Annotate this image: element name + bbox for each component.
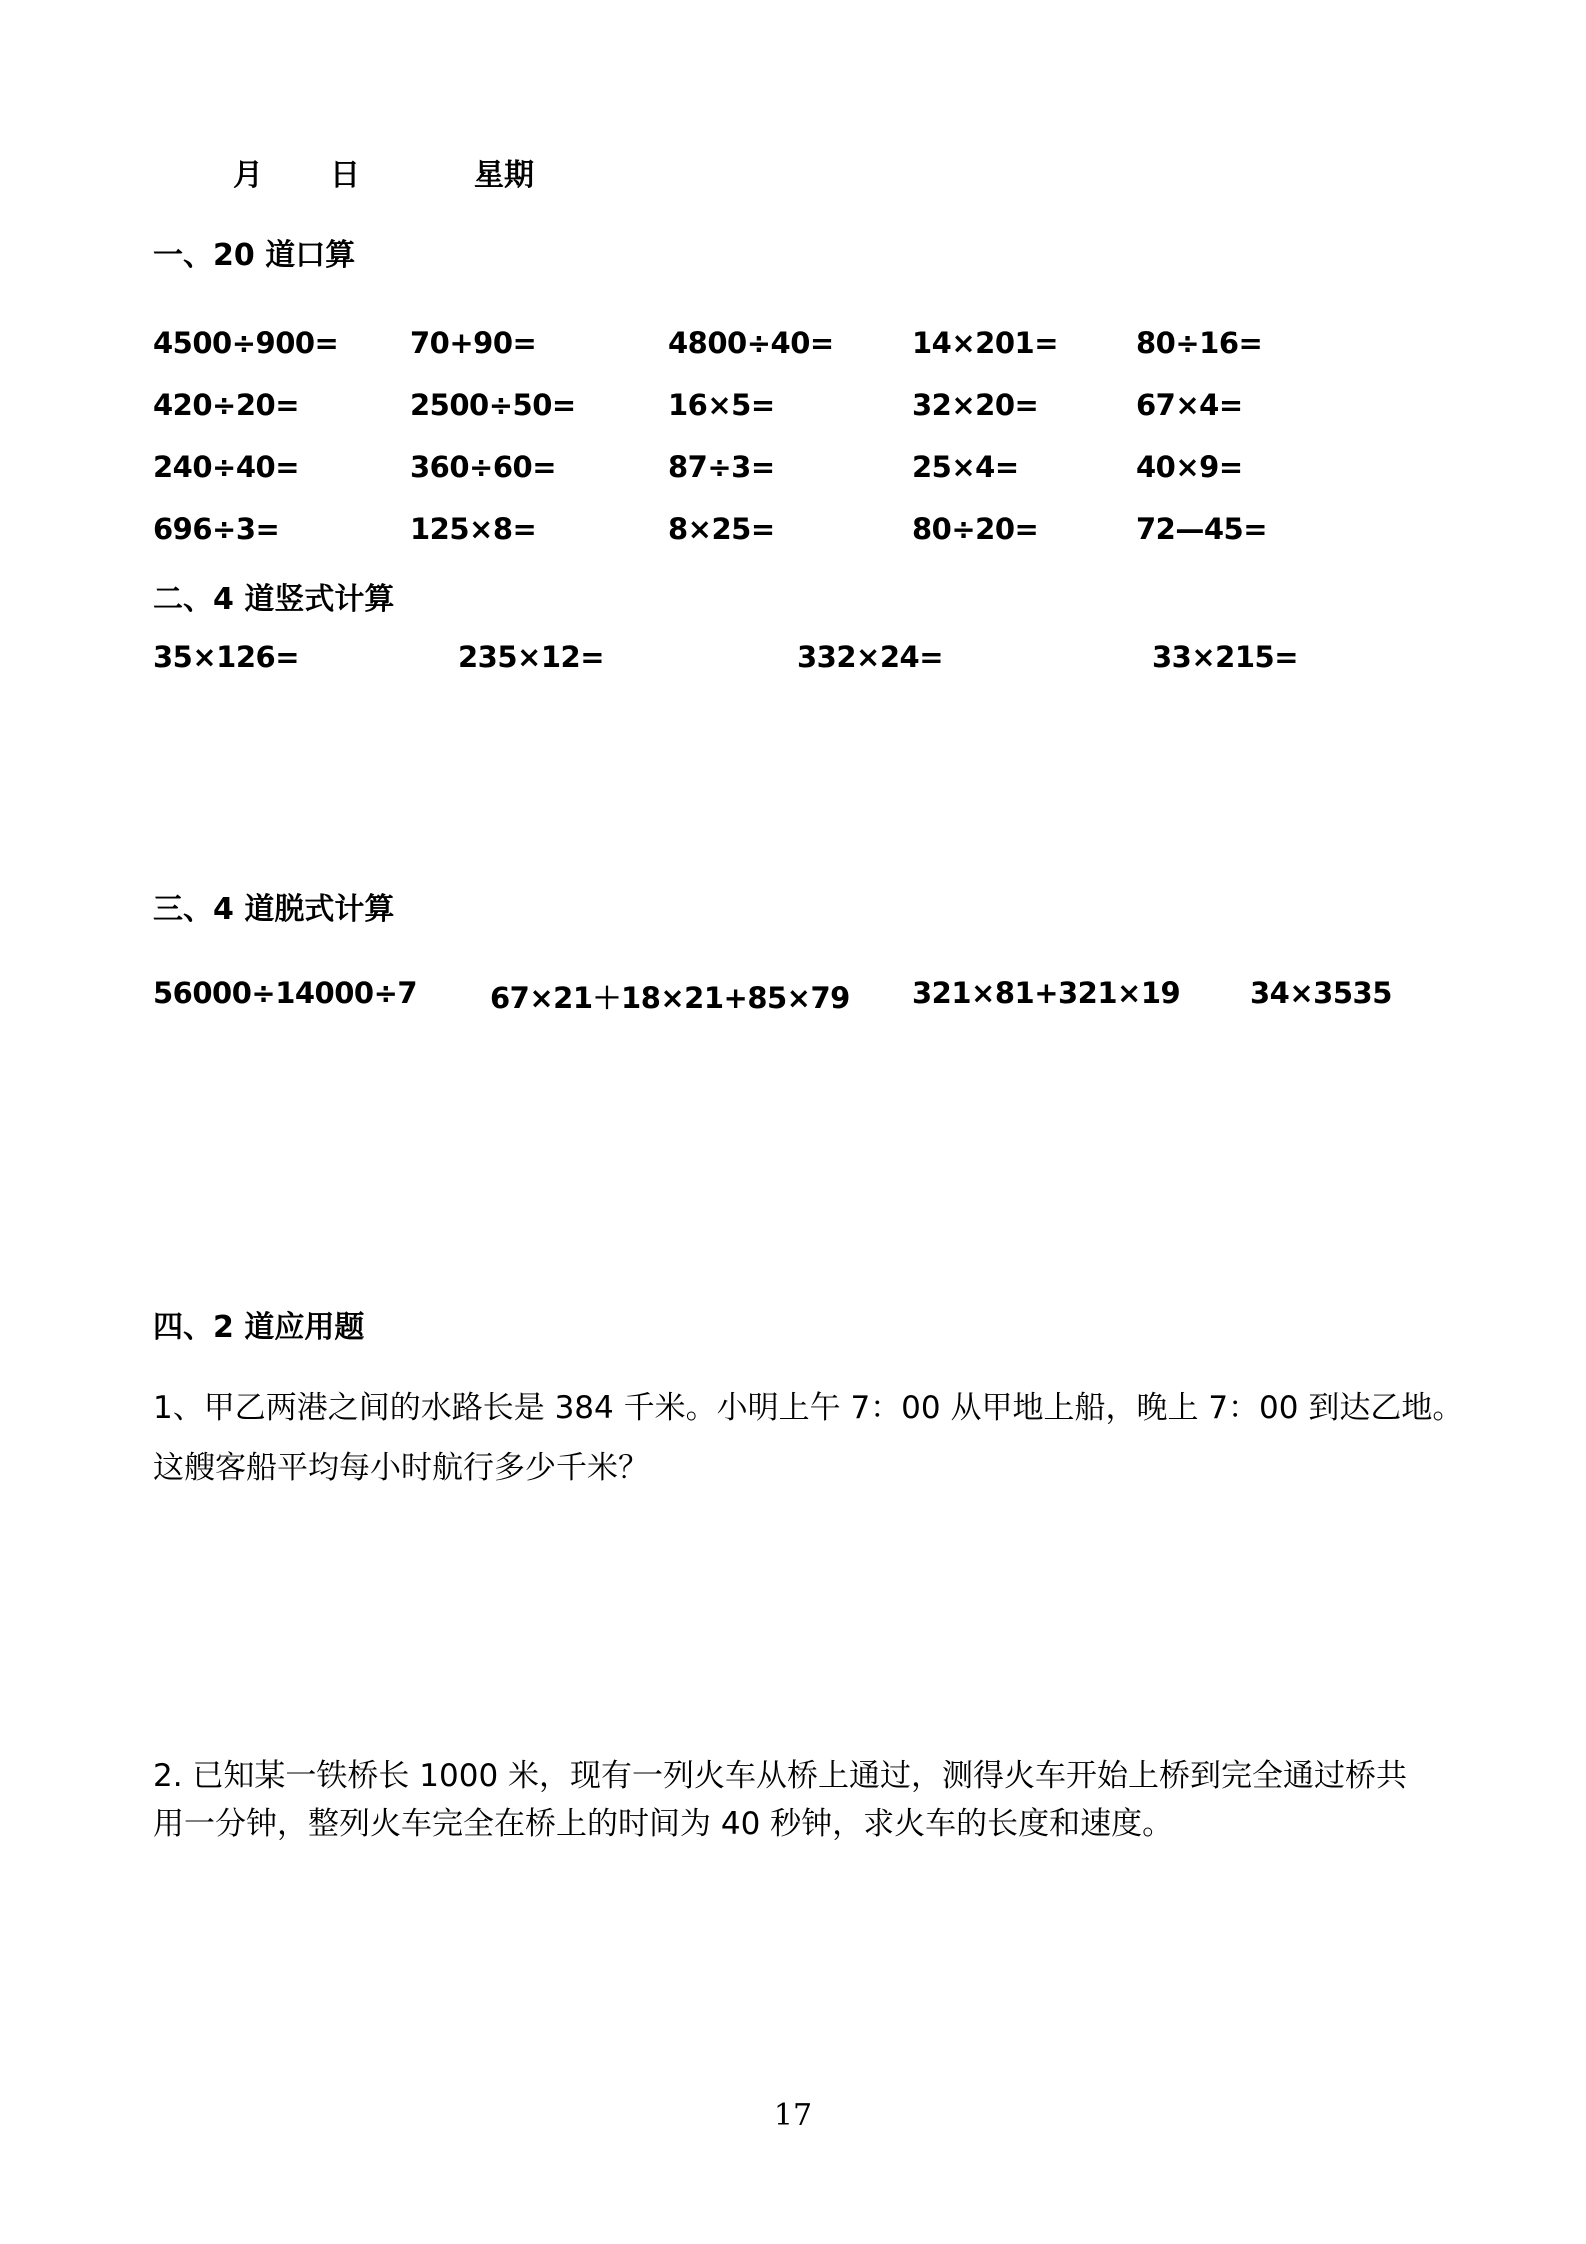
month-label: 月 [233, 158, 263, 193]
mental-math-item: 360÷60= [410, 450, 556, 484]
mental-math-item: 40×9= [1136, 450, 1243, 484]
mental-math-item: 240÷40= [153, 450, 299, 484]
mental-math-item: 8×25= [668, 512, 775, 546]
day-label: 日 [330, 158, 360, 193]
word-problem-1-line1: 1、甲乙两港之间的水路长是 384 千米。小明上午 7：00 从甲地上船，晚上 7：00 到达乙地。 [153, 1390, 1464, 1426]
mental-math-item: 14×201= [912, 326, 1058, 360]
word-problem-2 [153, 1752, 1407, 1848]
word-problem-2-line2: 用一分钟，整列火车完全在桥上的时间为 40 秒钟，求火车的长度和速度。 [153, 1806, 1174, 1842]
mental-math-item: 4800÷40= [668, 326, 834, 360]
word-problem-2-line1: 2. 已知某一铁桥长 1000 米，现有一列火车从桥上通过，测得火车开始上桥到完全通过桥共 [153, 1758, 1408, 1794]
vertical-calc-item: 332×24= [797, 640, 943, 674]
vertical-calc-item: 33×215= [1152, 640, 1298, 674]
mental-math-item: 2500÷50= [410, 388, 576, 422]
word-problem-1-line2: 这艘客船平均每小时航行多少千米？ [153, 1450, 649, 1486]
page-number: 17 [773, 2098, 813, 2133]
section3-title: 三、4 道脱式计算 [153, 892, 395, 927]
mental-math-item: 16×5= [668, 388, 775, 422]
mental-math-item: 32×20= [912, 388, 1039, 422]
weekday-label: 星期 [474, 158, 534, 193]
section2-title: 二、4 道竖式计算 [153, 582, 395, 617]
word-problem-1 [153, 1384, 1463, 1492]
mental-math-item: 70+90= [410, 326, 537, 360]
mental-math-item: 696÷3= [153, 512, 280, 546]
mental-math-item: 420÷20= [153, 388, 299, 422]
vertical-calc-item: 235×12= [458, 640, 604, 674]
stepwise-calc-item: 56000÷14000÷7 [153, 976, 418, 1010]
section1-title: 一、20 道口算 [153, 238, 356, 273]
mental-math-item: 67×4= [1136, 388, 1243, 422]
mental-math-item: 25×4= [912, 450, 1019, 484]
stepwise-calc-item: 34×3535 [1250, 976, 1392, 1010]
mental-math-item: 80÷20= [912, 512, 1039, 546]
mental-math-item: 72—45= [1136, 512, 1268, 546]
section4-title: 四、2 道应用题 [153, 1310, 365, 1345]
mental-math-item: 80÷16= [1136, 326, 1263, 360]
mental-math-item: 87÷3= [668, 450, 775, 484]
mental-math-item: 125×8= [410, 512, 537, 546]
stepwise-calc-item: 67×21＋18×21+85×79 [490, 981, 850, 1015]
mental-math-item: 4500÷900= [153, 326, 339, 360]
vertical-calc-item: 35×126= [153, 640, 299, 674]
stepwise-calc-item: 321×81+321×19 [912, 976, 1181, 1010]
